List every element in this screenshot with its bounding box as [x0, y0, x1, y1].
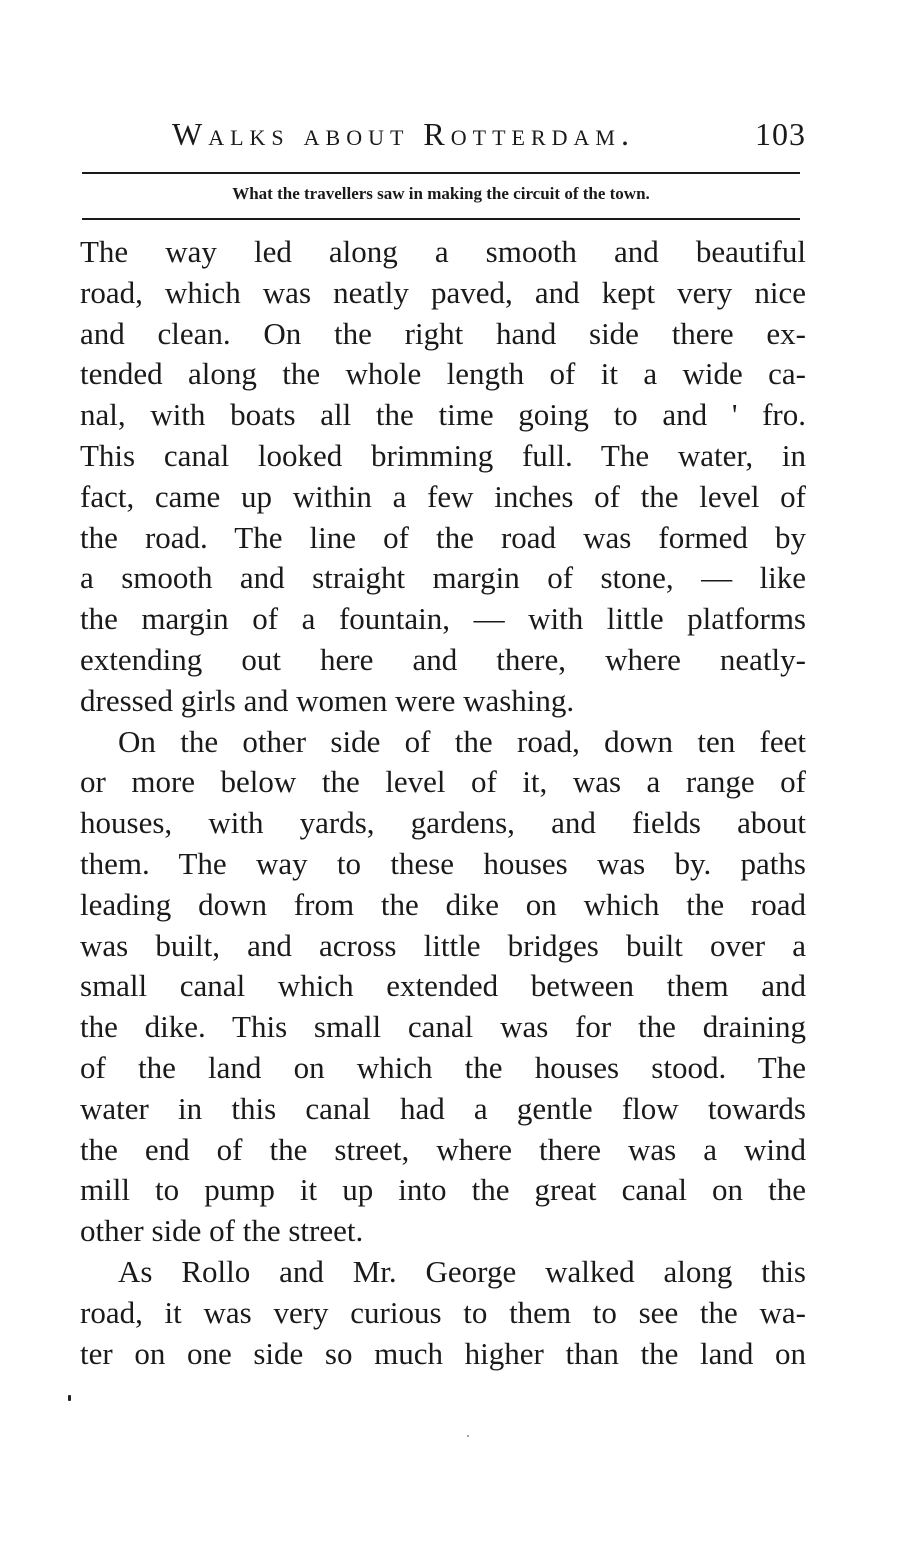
text-line: the end of the street, where there was a wind	[80, 1131, 806, 1167]
text-line: water in this canal had a gentle flow towards	[80, 1090, 806, 1126]
page-number: 103	[755, 116, 806, 152]
text-line: As Rollo and Mr. George walked along this	[118, 1253, 806, 1289]
text-line: fact, came up within a few inches of the level of	[80, 478, 806, 514]
text-line: the dike. This small canal was for the draining	[80, 1009, 806, 1045]
text-line: and clean. On the right hand side there ex-	[80, 315, 806, 351]
ink-speck	[68, 1395, 71, 1401]
text-line: tended along the whole length of it a wide ca-	[80, 356, 806, 392]
text-line: nal, with boats all the time going to and ' fro.	[80, 397, 806, 433]
running-title: Walks about Rotterdam.	[172, 116, 635, 152]
text-line: dressed girls and women were washing.	[80, 682, 575, 718]
text-line: or more below the level of it, was a range of	[80, 764, 806, 800]
chapter-subheading: What the travellers saw in making the circuit of the town.	[232, 184, 650, 203]
text-line: road, it was very curious to them to see the wa-	[80, 1294, 806, 1330]
text-line: road, which was neatly paved, and kept very nice	[80, 274, 806, 310]
text-line: ter on one side so much higher than the land on	[80, 1335, 806, 1371]
text-line: was built, and across little bridges built over a	[80, 927, 806, 963]
running-head	[82, 116, 806, 156]
text-line: a smooth and straight margin of stone, — like	[80, 560, 806, 596]
bottom-rule	[82, 218, 800, 220]
top-rule	[82, 172, 800, 174]
text-line: the margin of a fountain, — with little platforms	[80, 601, 806, 637]
body-text	[80, 232, 806, 1374]
text-line: houses, with yards, gardens, and fields about	[80, 805, 806, 841]
text-line: small canal which extended between them and	[80, 968, 806, 1004]
text-line: The way led along a smooth and beautiful	[80, 234, 806, 269]
text-line: leading down from the dike on which the road	[80, 886, 806, 922]
ink-speck	[467, 1435, 469, 1437]
text-line: them. The way to these houses was by. paths	[80, 845, 806, 881]
text-line: extending out here and there, where neatly-	[80, 641, 806, 677]
text-line: On the other side of the road, down ten feet	[118, 723, 806, 759]
text-line: This canal looked brimming full. The water, in	[80, 437, 806, 473]
text-line: of the land on which the houses stood. The	[80, 1049, 806, 1085]
text-line: mill to pump it up into the great canal on the	[80, 1172, 806, 1208]
text-line: the road. The line of the road was formed by	[80, 519, 806, 555]
text-line: other side of the street.	[80, 1213, 364, 1249]
